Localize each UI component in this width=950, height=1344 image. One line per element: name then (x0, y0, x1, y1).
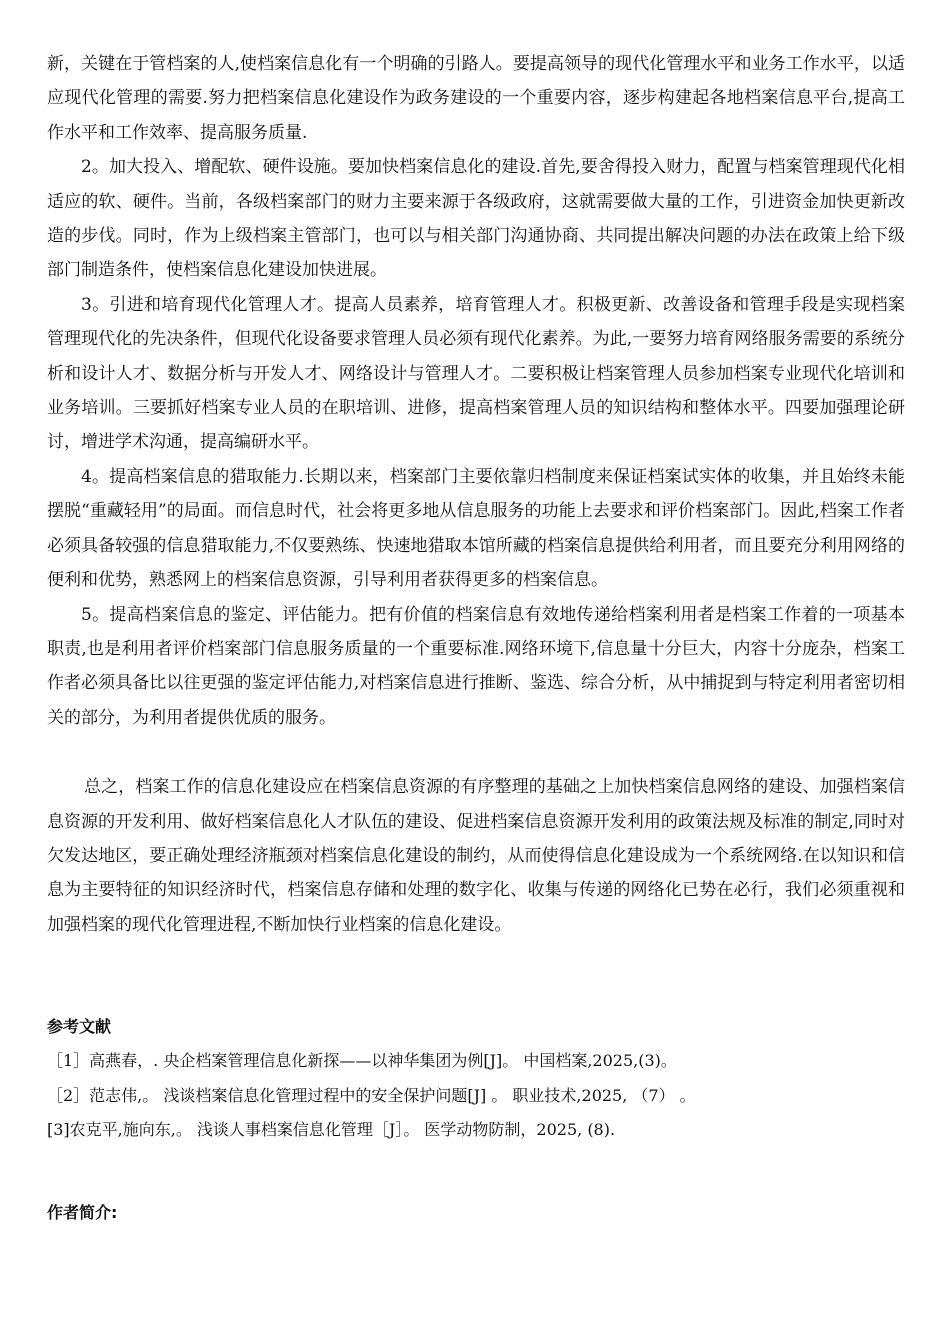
reference-item-2: ［2］范志伟,。 浅谈档案信息化管理过程中的安全保护问题[J] 。 职业技术,2025, （7） 。 (47, 1085, 696, 1105)
document-page (47, 47, 905, 1230)
body-paragraph-item-4: 4。提高档案信息的猎取能力.长期以来，档案部门主要依靠归档制度来保证档案试实体的收集，并且始终未能摆脱“重藏轻用”的局面。而信息时代，社会将更多地从信息服务的功能上去要求和评价档案部门。因此,档案工作者必须具备较强的信息猎取能力,不仅要熟练、快速地猎取本馆所藏的档案信息提供给利用者，而且要充分利用网络的便利和优势，熟悉网上的档案信息资源，引导利用者获得更多的档案信息。 (47, 466, 905, 591)
body-paragraph-item-3: 3。引进和培育现代化管理人才。提高人员素养，培育管理人才。积极更新、改善设备和管理手段是实现档案管理现代化的先决条件，但现代化设备要求管理人员必须有现代化素养。为此,一要努力培育网络服务需要的系统分析和设计人才、数据分析与开发人才、网络设计与管理人才。二要积极让档案管理人员参加档案专业现代化培训和业务培训。三要抓好档案专业人员的在职培训、进修，提高档案管理人员的知识结构和整体水平。四要加强理论研讨，增进学术沟通，提高编研水平。 (47, 294, 905, 453)
reference-item-3: [3]农克平,施向东,。 浅谈人事档案信息化管理［J］。 医学动物防制，2025, (8). (47, 1120, 616, 1140)
body-paragraph-item-2: 2。加大投入、增配软、硬件设施。要加快档案信息化的建设.首先,要舍得投入财力，配置与档案管理现代化相适应的软、硬件。当前，各级档案部门的财力主要来源于各级政府，这就需要做大量的工作，引进资金加快更新改造的步伐。同时，作为上级档案主管部门，也可以与相关部门沟通协商、共同提出解决问题的办法在政策上给下级部门制造条件，使档案信息化建设加快进展。 (47, 157, 905, 281)
references-list (47, 1044, 905, 1148)
body-paragraph-item-5: 5。提高档案信息的鉴定、评估能力。把有价值的档案信息有效地传递给档案利用者是档案工作着的一项基本职责,也是利用者评价档案部门信息服务质量的一个重要标准.网络环境下,信息量十分巨大，内容十分庞杂，档案工作者必须具备比以往更强的鉴定评估能力,对档案信息进行推断、鉴选、综合分析，从中捕捉到与特定利用者密切相关的部分，为利用者提供优质的服务。 (47, 604, 905, 728)
reference-item-1: ［1］高燕春，. 央企档案管理信息化新探——以神华集团为例[J]。 中国档案,2025,(3)。 (47, 1051, 677, 1071)
body-paragraph-continuation: 新，关键在于管档案的人,使档案信息化有一个明确的引路人。要提高领导的现代化管理水平和业务工作水平，以适应现代化管理的需要.努力把档案信息化建设作为政务建设的一个重要内容，逐步构建起各地档案信息平台,提高工作水平和工作效率、提高服务质量. (47, 54, 905, 143)
author-bio-heading: 作者简介: (47, 1202, 118, 1222)
summary-paragraph: 总之，档案工作的信息化建设应在档案信息资源的有序整理的基础之上加快档案信息网络的建设、加强档案信息资源的开发利用、做好档案信息化人才队伍的建设、促进档案信息资源开发利用的政策法规及标准的制定,同时对欠发达地区，要正确处理经济瓶颈对档案信息化建设的制约，从而使得信息化建设成为一个系统网络.在以知识和信息为主要特征的知识经济时代，档案信息存储和处理的数字化、收集与传递的网络化已势在必行，我们必须重视和加强档案的现代化管理进程,不断加快行业档案的信息化建设。 (47, 777, 905, 935)
references-heading: 参考文献 (47, 1017, 112, 1037)
